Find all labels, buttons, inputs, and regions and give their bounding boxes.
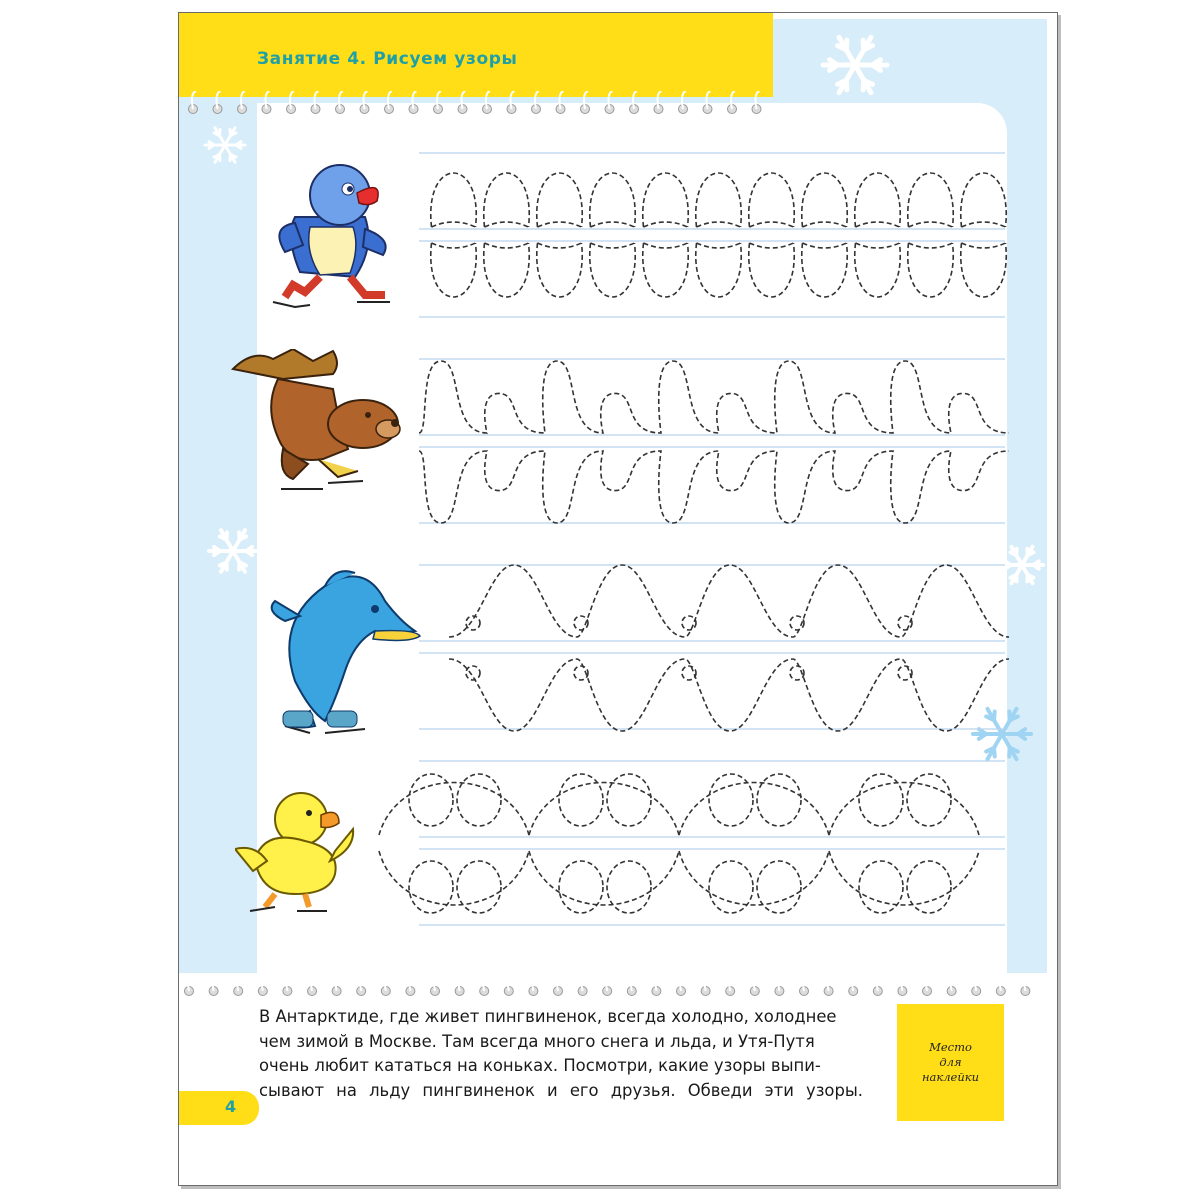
story-line: очень любит кататься на коньках. Посмотри, какие узоры выпи-: [259, 1056, 821, 1075]
story-line: чем зимой в Москве. Там всегда много снега и льда, и Утя-Путя: [259, 1031, 815, 1051]
sticker-label: наклейки: [921, 1070, 980, 1084]
story-line: сывают на льду пингвиненок и его друзья. Обведи эти узоры.: [259, 1080, 863, 1100]
page-number-tab: [179, 1091, 259, 1125]
page-number: 4: [225, 1097, 237, 1116]
sticker-label: для: [939, 1055, 962, 1069]
penguin-icon: [265, 157, 405, 317]
sticker-placeholder[interactable]: [897, 1004, 1004, 1121]
spiral-binding-bottom: [179, 973, 1057, 1003]
duckling-icon: [235, 789, 363, 919]
story-text: [259, 1005, 863, 1103]
workbook-page: [178, 12, 1058, 1186]
dolphin-icon: [265, 561, 425, 751]
seal-icon: [223, 349, 413, 499]
sticker-label: Место: [929, 1040, 972, 1054]
lesson-title: Занятие 4. Рисуем узоры: [257, 49, 518, 69]
story-line: В Антарктиде, где живет пингвиненок, всегда холодно, холоднее: [259, 1007, 837, 1026]
